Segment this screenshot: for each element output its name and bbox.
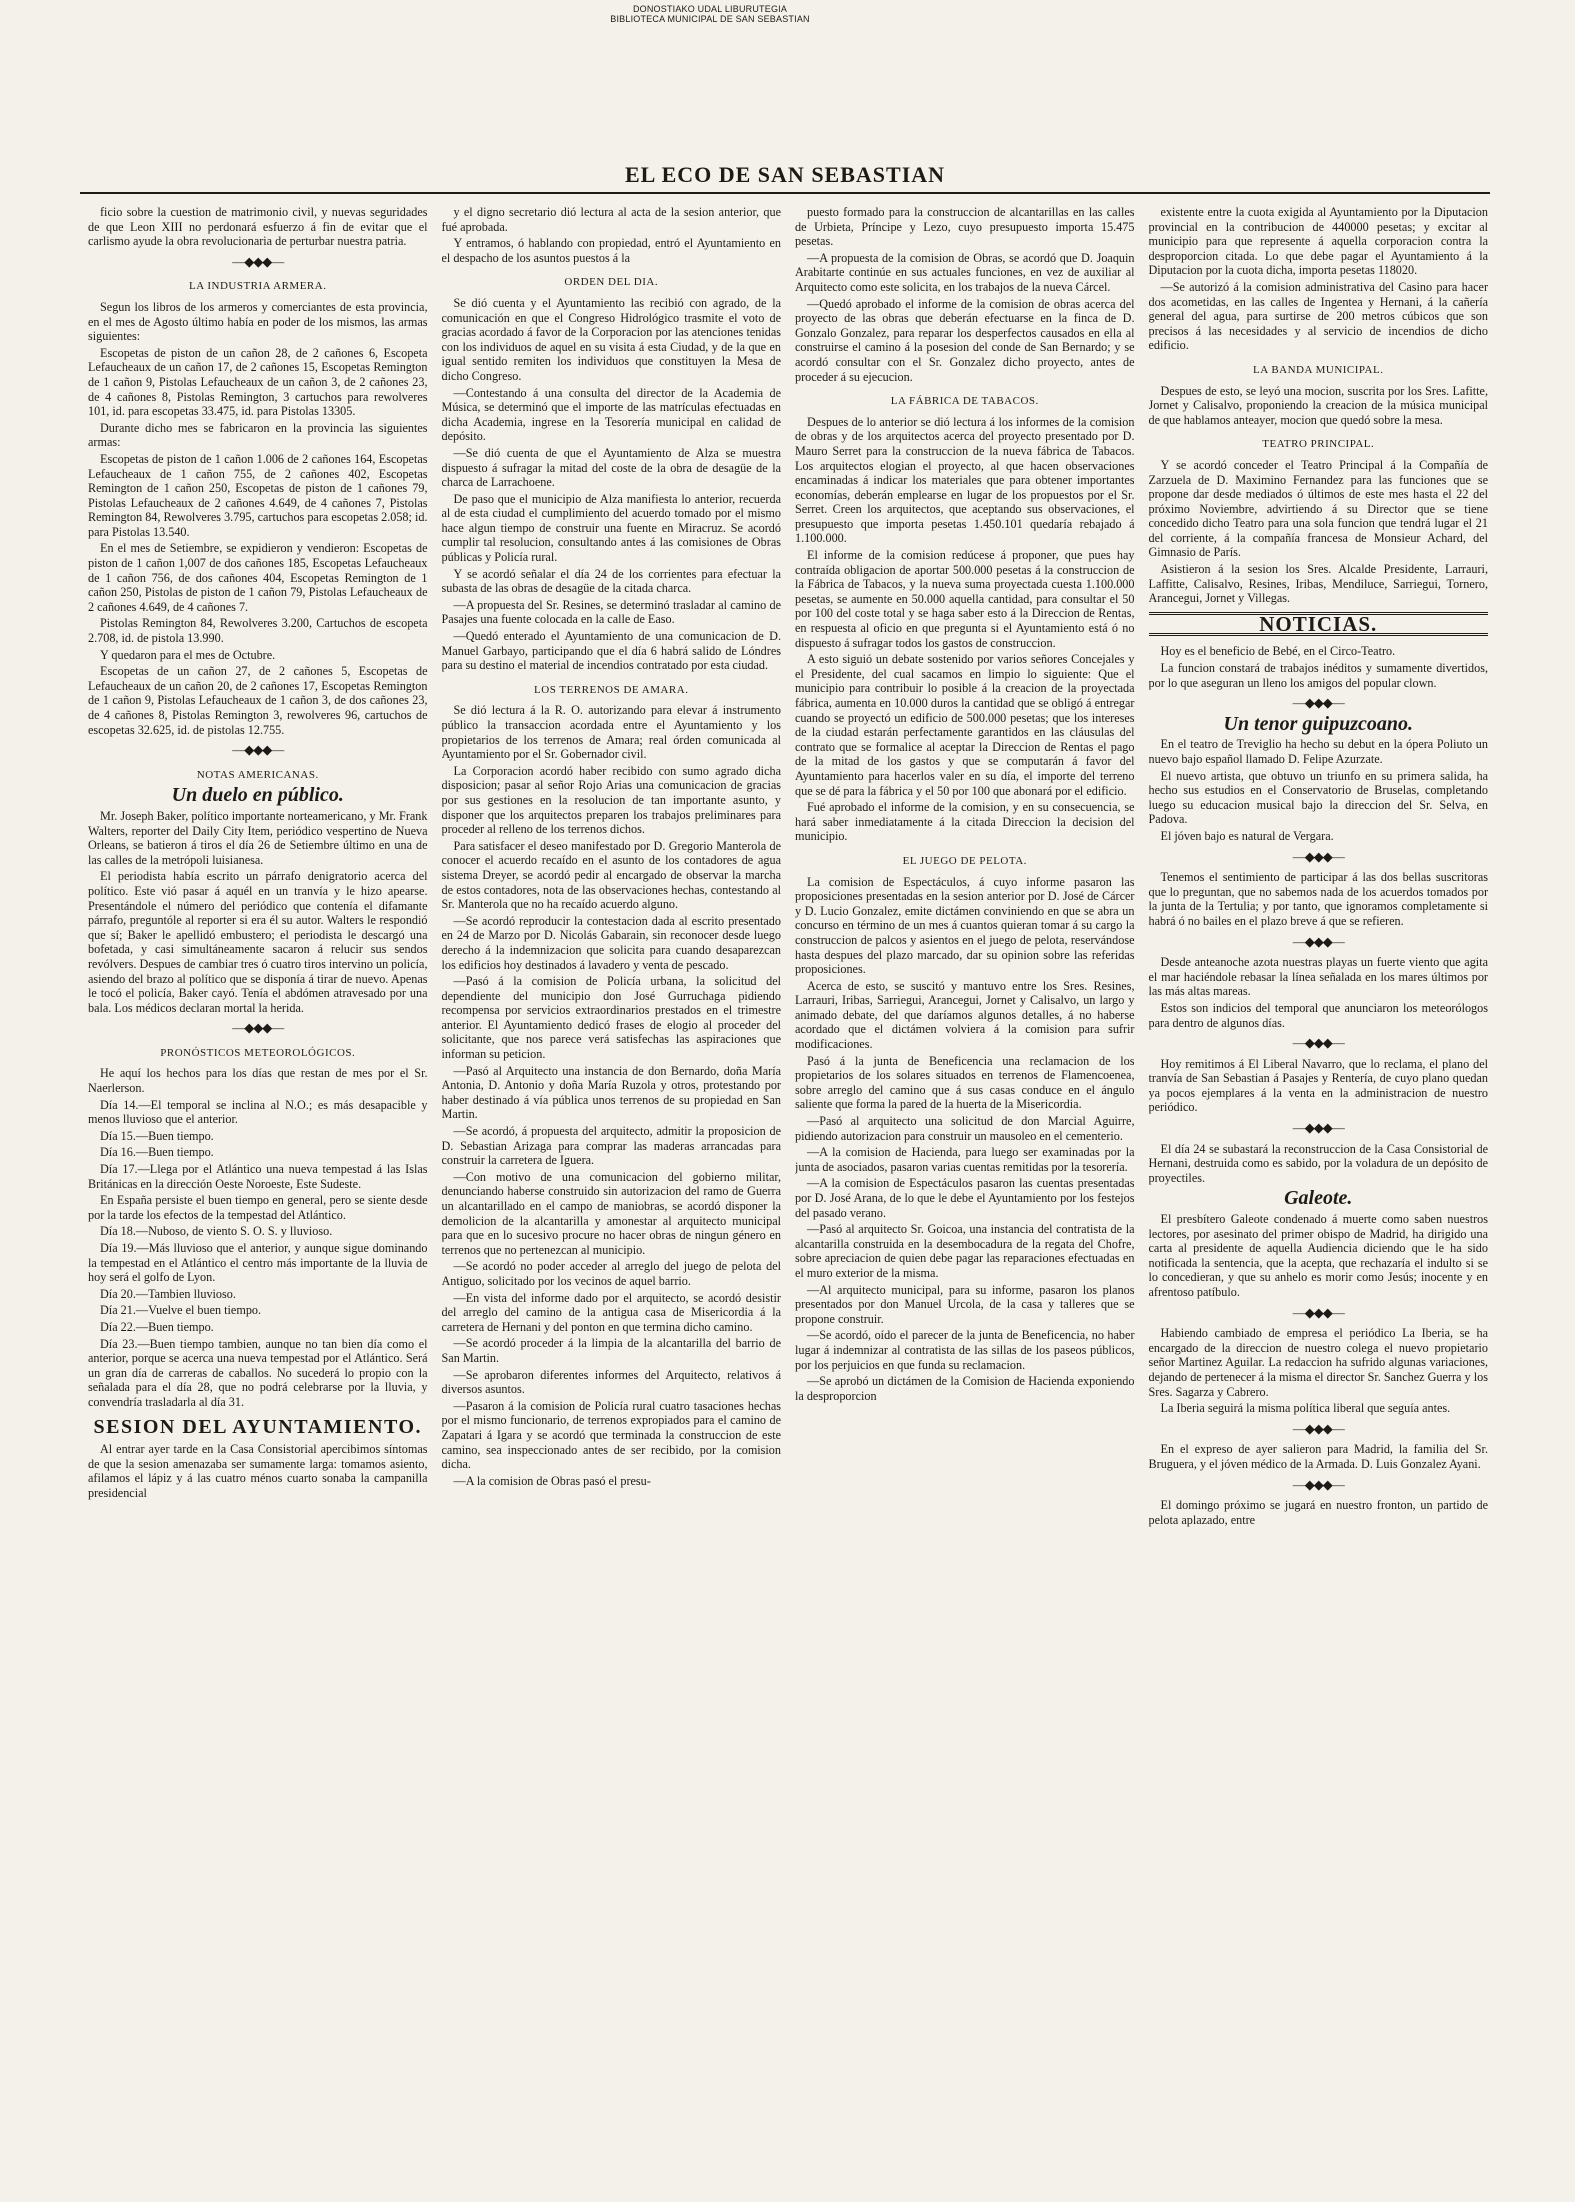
paragraph: —Se aprobaron diferentes informes del Arquitecto, relativos á diversos asuntos. xyxy=(441,1367,781,1397)
paragraph: La Iberia seguirá la misma política liberal que seguía antes. xyxy=(1160,1401,1451,1416)
paragraph: —Se aprobó un dictámen de la Comision de Hacienda exponiendo la desproporcion xyxy=(795,1374,1135,1403)
ornament-divider: —◆◆◆— xyxy=(1292,695,1344,711)
paragraph: Y entramos, ó hablando con propiedad, entró el Ayuntamiento en el despacho de los asuntos puestos á la xyxy=(441,236,781,265)
paragraph: Pistolas Remington 84, Rewolveres 3.200, Cartuchos de escopeta 2.708, id. de pistola 13.990. xyxy=(88,616,428,646)
archive-stamp-line2: BIBLIOTECA MUNICIPAL DE SAN SEBASTIAN xyxy=(610,14,810,24)
archive-stamp-line1: DONOSTIAKO UDAL LIBURUTEGIA xyxy=(632,4,788,14)
section-heading-pronosticos: PRONÓSTICOS METEOROLÓGICOS. xyxy=(160,1046,356,1059)
forecast-day: Día 15.—Buen tiempo. xyxy=(100,1128,214,1143)
section-heading-banda: LA BANDA MUNICIPAL. xyxy=(1253,363,1384,376)
paragraph: —Se dió cuenta de que el Ayuntamiento de Alza se muestra dispuesto á sufragar la mitad del coste de la obra de desagüe de la charca de Larrachoene. xyxy=(441,445,781,490)
paragraph: Acerca de esto, se suscitó y mantuvo entre los Sres. Resines, Larrauri, Iribas, Sarriegui, Arancegui, Jornet y Calisalvo, un largo y animado debate, del que daríamos algunos detalles, á no haberse acordado que el dictámen volviera á la comision para sufrir modificaciones. xyxy=(795,978,1135,1052)
paragraph: —A la comision de Hacienda, para luego ser examinadas por la junta de asociados, pasaron varias cuentas remitidas por la tesorería. xyxy=(795,1145,1135,1174)
paragraph: La Corporacion acordó haber recibido con sumo agrado dicha disposicion; pasar al señor Rojo Arias una comunicacion de gracias por sus gestiones en la resolucion de tan importante asunto, y disponer que los arquitectos preparen los trabajos preliminares para proceder al relleno de los terrenos dichos. xyxy=(441,763,781,837)
paragraph: El presbítero Galeote condenado á muerte como saben nuestros lectores, por asesinato del primer obispo de Madrid, ha dirigido una carta al presidente de aquella Audiencia diciendo que le ha sido notificada la sentencia, que la acepta, que rechazaría el indulto si se lo concedieran, y que su anhelo es morir como Jesús; inocente y en afrentoso patíbulo. xyxy=(1148,1212,1488,1299)
paragraph: —Se acordó, á propuesta del arquitecto, admitir la proposicion de D. Sebastian Arizaga para comprar las maderas arrancadas para construir la carretera de Iguera. xyxy=(441,1124,781,1168)
paragraph: Escopetas de piston de un cañon 28, de 2 cañones 6, Escopeta Lefaucheaux de un cañon 17, de 2 cañones 15, Escopetas Remington de 1 cañon 9, Pistolas Lefaucheaux de un cañon 3, de 2 cañones 23, de 4 cañones 8, Pistolas Remington, 3 cartuchos para rewolveres 101, id. para escopetas 33.475, id. para Pistolas 13305. xyxy=(88,345,428,419)
paragraph: —A propuesta de la comision de Obras, se acordó que D. Joaquin Arabitarte continúe en sus actuales funciones, en vez de auxiliar al Arquitecto como este solicita, en los trabajos de la nueva Cárcel. xyxy=(795,250,1135,294)
paragraph: existente entre la cuota exigida al Ayuntamiento por la Diputacion provincial en la contribucion de 440000 pesetas; y excitar al municipio para que represente á aquella corporacion contra la desproporcion citada. Lo que debe pagar el Ayuntamiento á la Diputacion por la cuota dicha, importa pesetas 118020. xyxy=(1148,205,1488,278)
forecast-day: Día 18.—Nuboso, de viento S. O. S. y lluvioso. xyxy=(100,1224,333,1239)
paragraph: El jóven bajo es natural de Vergara. xyxy=(1160,828,1334,843)
forecast-day: Día 22.—Buen tiempo. xyxy=(100,1319,214,1334)
section-heading-sesion: SESION DEL AYUNTAMIENTO. xyxy=(93,1415,422,1438)
paragraph: —Se acordó reproducir la contestacion dada al escrito presentado en 24 de Marzo por D. Nicolás Gabarain, sin reconocer desde luego derecho á la indemnizacion que solicita para cuando desaparezcan los edificios hoy destinados á lavadero y venta de pescado. xyxy=(441,913,781,972)
forecast-day: Día 23.—Buen tiempo tambien, aunque no tan bien día como el anterior, porque se acerca una nueva tempestad por el Atlántico. Será un gran día de carreras de caballos. No sucederá lo propio con la señalada para el día 28, que no podrá celebrarse por la lluvia, y convendría trasladarla al día 31. xyxy=(88,1336,428,1409)
paragraph: Escopetas de piston de 1 cañon 1.006 de 2 cañones 164, Escopetas Lefaucheaux de 1 cañon 755, de 2 cañones 402, Escopetas Remington de 1 cañon 250, Escopetas de piston de 1 cañones 79, Pistolas Lefaucheaux de 2 cañones 4.649, de 4 cañones 7, Pistolas Remington 84, Rewolveres 3.795, cartuchos para escopetas 2.058; id. para Pistolas 13.540. xyxy=(88,451,428,539)
paragraph: El nuevo artista, que obtuvo un triunfo en su primera salida, ha hecho sus estudios en el Conservatorio de Bruselas, completando luego su educacion musical bajo la direccion del Sr. Selva, en Padova. xyxy=(1148,768,1488,827)
archive-stamp xyxy=(500,4,920,24)
paragraph: Despues de lo anterior se dió lectura á los informes de la comision de obras y de los arquitectos acerca del proyecto presentado por D. Mauro Serret para la construccion de la nueva fábrica de Tabacos. Los arquitectos elogian el proyecto, al que hacen observaciones encaminadas á indicar los materiales que para obtener importantes economías, deberán emplearse en lugar de los propuestos por el Sr. Serret. Creen los arquitectos, que aceptando sus observaciones, el presupuesto que importa pesetas 1.450.101 quedaría rebajado á 1.100.000. xyxy=(795,414,1135,546)
paragraph: puesto formado para la construccion de alcantarillas en las calles de Urbieta, Príncipe y Lezo, cuyo presupuesto importa 15.475 pesetas. xyxy=(795,205,1135,249)
paragraph: En el mes de Setiembre, se expidieron y vendieron: Escopetas de piston de 1 cañon 1,007 de dos cañones 185, Escopetas Lefaucheaux de 1 cañon 756, de dos cañones 404, Escopetas Remington de 1 cañon 250, Pistolas de piston de 1 cañon 79, Pistolas Lefaucheaux de 2 cañones 4.649, de 4 cañones 7. xyxy=(88,541,428,614)
section-heading-noticias: NOTICIAS. xyxy=(1149,612,1489,637)
ornament-divider: —◆◆◆— xyxy=(1292,1035,1344,1051)
ornament-divider: —◆◆◆— xyxy=(232,742,284,758)
paragraph: Tenemos el sentimiento de participar á las dos bellas suscritoras que lo preguntan, que no sabemos nada de los acuerdos tomados por la junta de la Tertulia; y por tanto, que ignoramos completamente si habrá ó no bailes en el plazo breve á que se refieren. xyxy=(1148,870,1488,928)
paragraph: La funcion constará de trabajos inéditos y sumamente divertidos, por lo que aseguran un lleno los amigos del popular clown. xyxy=(1148,661,1488,690)
paragraph: Se dió cuenta y el Ayuntamiento las recibió con agrado, de la comunicación en que el Congreso Hidrológico trasmite el voto de gracias acordado á favor de la Corporacion por las atenciones tenidas con los individuos de aquel en su visita á esta Ciudad, y de la que en igual sentido remiten los individuos que constituyen la Mesa de dicho Congreso. xyxy=(441,295,781,383)
paragraph: Al entrar ayer tarde en la Casa Consistorial apercibimos síntomas de que la sesion amenazaba ser sumamente larga: tomamos asiento, afilamos el lápiz y á las cuatro ménos cuarto sonaba la campanilla presidencial xyxy=(88,1442,428,1500)
ornament-divider: —◆◆◆— xyxy=(1292,848,1344,864)
ornament-divider: —◆◆◆— xyxy=(1292,1420,1344,1436)
paragraph: Escopetas de un cañon 27, de 2 cañones 5, Escopetas de Lefaucheaux de un cañon 20, de 2 cañones 17, Escopetas Remington de 1 cañon 9, Pistolas Lefaucheaux de 1 cañon 3, de dos cañones 23, de 4 cañones 8, Pistolas Remington 3, rewolveres 96, cartuchos de escopetas 32.625, id. de pistolas 12.755. xyxy=(88,664,428,737)
paragraph: —Pasó al arquitecto una solicitud de don Marcial Aguirre, pidiendo autorizacion para construir un mausoleo en el cementerio. xyxy=(795,1114,1135,1143)
section-heading-pelota: EL JUEGO DE PELOTA. xyxy=(902,854,1027,867)
paragraph: Para satisfacer el deseo manifestado por D. Gregorio Manterola de conocer el acuerdo recaído en el asunto de los contadores de agua sistema Dreyer, se acordó pedir al encargado de observar la marcha de estos contadores, nota de las observaciones hechas, contestando al Sr. Manterola que no ha recaído acuerdo alguno. xyxy=(441,838,781,912)
section-heading-terrenos: LOS TERRENOS DE AMARA. xyxy=(534,683,689,696)
ornament-divider: —◆◆◆— xyxy=(1292,1304,1344,1320)
paragraph: Habiendo cambiado de empresa el periódico La Iberia, se ha encargado de la direccion de nuestro colega el nuevo propietario señor Martinez Aguilar. La redaccion ha sufrido algunas variaciones, dejando de pertenecer á la misma el director Sr. Sanchez Guerra y los Sres. Sagarza y Cabrero. xyxy=(1148,1326,1488,1399)
paragraph: La comision de Espectáculos, á cuyo informe pasaron las proposiciones presentadas en la sesion anterior por D. José de Cárcer y D. Lucio Gonzalez, emite dictámen conviniendo en que se abra un concurso en término de un mes á cuantos quieran tomar á su cargo la construccion de palcos y asientos en el juego de pelota, reservándose hasta despues del plazo marcado, dar su opinion sobre las referidas proposiciones. xyxy=(795,874,1135,977)
paragraph: —Con motivo de una comunicacion del gobierno militar, denunciando haberse construido sin autorizacion del ramo de Guerra un alcantarillado en el campo de maniobras, se acordó disponer la demolicion de la alcantarilla y amonestar al arquitecto municipal para que en lo sucesivo procure no hacer obras de ningun género en terrenos que no pertenezcan al municipio. xyxy=(441,1169,781,1257)
column-2 xyxy=(442,205,782,2185)
paragraph: Hoy es el beneficio de Bebé, en el Circo-Teatro. xyxy=(1160,644,1396,659)
article-title-tenor: Un tenor guipuzcoano. xyxy=(1223,712,1413,735)
paragraph: En el teatro de Treviglio ha hecho su debut en la ópera Poliuto un nuevo bajo español llamado D. Felipe Azurzate. xyxy=(1148,737,1488,766)
paragraph: —A propuesta del Sr. Resines, se determinó trasladar al camino de Pasajes una fuente colocada en la calle de Easo. xyxy=(441,597,781,627)
paragraph: Y quedaron para el mes de Octubre. xyxy=(100,647,276,662)
paragraph: —Pasó al arquitecto Sr. Goicoa, una instancia del contratista de la alcantarilla construida en la desembocadura de la regata del Chofre, sobre apreciacion de quien debe pagar las reparaciones efectuadas en el muro exterior de la misma. xyxy=(795,1222,1135,1280)
paragraph: —Se acordó, oído el parecer de la junta de Beneficencia, no haber lugar á indemnizar al contratista de las sillas de los paseos públicos, por los perjuicios en que funda su reclamacion. xyxy=(795,1328,1135,1372)
forecast-day: Día 17.—Llega por el Atlántico una nueva tempestad á las Islas Británicas en la dirección Oeste Noroeste, Este Sudeste. xyxy=(88,1162,428,1191)
ornament-divider: —◆◆◆— xyxy=(1292,1120,1344,1136)
paragraph: El domingo próximo se jugará en nuestro fronton, un partido de pelota aplazado, entre xyxy=(1148,1498,1488,1527)
forecast-day: Día 19.—Más lluvioso que el anterior, y aunque sigue dominando la tempestad en el Atlántico el centro más importante de la lluvia de hoy será el golfo de Lyon. xyxy=(88,1241,428,1285)
ornament-divider: —◆◆◆— xyxy=(1292,933,1344,949)
column-3 xyxy=(795,205,1135,2185)
paragraph: —Se acordó no poder acceder al arreglo del juego de pelota del Antiguo, solicitado por los vecinos de aquel barrio. xyxy=(441,1259,781,1288)
paragraph: Pasó á la junta de Beneficencia una reclamacion de los propietarios de los solares situados en terrenos de Flamencoenea, sobre arreglo del camino que á sus casas conduce en el ángulo saliente que forma la pared de la huerta de la Misericordia. xyxy=(795,1053,1135,1112)
forecast-day: Día 16.—Buen tiempo. xyxy=(100,1145,214,1160)
paragraph: Mr. Joseph Baker, político importante norteamericano, y Mr. Frank Walters, reporter del Daily City Item, periódico vespertino de Nueva Orleans, se batieron á tiros el día 26 de Setiembre último en una de las calles de la metrópoli luisianesa. xyxy=(88,808,428,867)
section-heading-notas: NOTAS AMERICANAS. xyxy=(196,768,319,781)
paragraph: He aquí los hechos para los días que restan de mes por el Sr. Naerlerson. xyxy=(88,1066,428,1096)
paragraph: —Se acordó proceder á la limpia de la alcantarilla del barrio de San Martin. xyxy=(441,1336,781,1365)
section-heading-industria: LA INDUSTRIA ARMERA. xyxy=(189,280,327,293)
article-columns xyxy=(88,205,1488,2185)
paragraph: —Al arquitecto municipal, para su informe, pasaron los planos presentados por don Manuel Urcola, de la casa y talleres que se propone construir. xyxy=(795,1282,1135,1326)
column-4 xyxy=(1149,205,1489,2185)
paragraph: Hoy remitimos á El Liberal Navarro, que lo reclama, el plano del tranvía de San Sebastian á Pasajes y Rentería, de cuyo plano quedan ya pocos ejemplares á la venta en la administracion de nuestro periódico. xyxy=(1148,1056,1488,1115)
paragraph: Segun los libros de los armeros y comerciantes de esta provincia, en el mes de Agosto último había en poder de los mismos, las armas siguientes: xyxy=(88,299,428,344)
paragraph: y el digno secretario dió lectura al acta de la sesion anterior, que fué aprobada. xyxy=(441,205,781,234)
section-heading-fabrica: LA FÁBRICA DE TABACOS. xyxy=(890,395,1039,408)
paragraph: Asistieron á la sesion los Sres. Alcalde Presidente, Larrauri, Laffitte, Calisalvo, Resines, Iribas, Mendiluce, Sarriegui, Tornero, Arancegui, Jornet y Villegas. xyxy=(1148,562,1488,606)
paragraph: El periodista había escrito un párrafo denigratorio acerca del político. Este vió pasar á aquél en un tranvía y le hizo apearse. Presentándole el número del periódico que contenía el difamante párrafo, preguntóle al reporter si era él su autor. Walters le respondió que sí; Baker le apellidó embustero; el periodista le descargó una bofetada, y casi simultáneamente sacaron á relucir sus sendos revólvers. Despues de cambiar tres ó cuatro tiros intervino un policía, asiendo del brazo al político que se disponía á tirar de nuevo. Apenas le tocó el policía, Baker cayó. Tenía el abdómen atravesado por una bala. Los médicos declaran mortal la herida. xyxy=(88,869,428,1015)
paragraph: —Se autorizó á la comision administrativa del Casino para hacer dos acometidas, en las calles de Ingentea y Hernani, á la cañería general del agua, para surtirse de 200 metros cúbicos que son precisos á las necesidades y al servicio de incendios de dicho edificio. xyxy=(1148,279,1488,353)
paragraph: —Quedó aprobado el informe de la comision de obras acerca del proyecto de las obras que deberán efectuarse en la finca de D. Gonzalo Gonzalez, para reparar los desperfectos causados en ella al construirse el camino á la posesion del conde de San Bernardo; y se acordó consultar con el Sr. Gonzalez dicho proyecto, antes de proceder á su ejecucion. xyxy=(795,296,1135,384)
ornament-divider: —◆◆◆— xyxy=(232,253,284,269)
article-title-galeote: Galeote. xyxy=(1284,1187,1353,1210)
paragraph: En el expreso de ayer salieron para Madrid, la familia del Sr. Bruguera, y el jóven médico de la Armada. D. Luis Gonzalez Ayani. xyxy=(1148,1442,1488,1471)
masthead-title: EL ECO DE SAN SEBASTIAN xyxy=(624,162,946,187)
paragraph: —En vista del informe dado por el arquitecto, se acordó desistir del arreglo del camino de la antigua casa de Misericordia á la carretera de Hernani y del ponton en que termina dicho camino. xyxy=(441,1290,781,1334)
paragraph: Desde anteanoche azota nuestras playas un fuerte viento que agita el mar haciéndole rebasar la línea señalada en los mares últimos por las más altas mareas. xyxy=(1148,955,1488,999)
paragraph: De paso que el municipio de Alza manifiesta lo anterior, recuerda al de esta ciudad el cumplimiento del acuerdo tomado por el mismo hace algun tiempo de construir una fuente en Miracruz. Se acordó cumplir tal resolucion, consultando antes á las comisiones de Obras públicas y Policía rural. xyxy=(441,491,781,565)
ornament-divider: —◆◆◆— xyxy=(1292,1476,1344,1492)
paragraph: Se dió lectura á la R. O. autorizando para elevar á instrumento público la transaccion acordada entre el Ayuntamiento y los propietarios de los terrenos de Amara; real órden comunicada al Ayuntamiento por el Sr. Gobernador civil. xyxy=(441,703,781,762)
column-1 xyxy=(88,205,428,2185)
forecast-day: En España persiste el buen tiempo en general, pero se siente desde por la tarde los efectos de la tempestad del Atlántico. xyxy=(88,1193,428,1222)
paragraph: Despues de esto, se leyó una mocion, suscrita por los Sres. Lafitte, Jornet y Calisalvo, proponiendo la creacion de la música municipal de que hablamos anteayer, mocion que quedó sobre la mesa. xyxy=(1148,383,1488,427)
ornament-divider: —◆◆◆— xyxy=(232,1020,284,1036)
paragraph: ficio sobre la cuestion de matrimonio civil, y nuevas seguridades de que Leon XIII no perdonará esfuerzo á fin de evitar que el carlismo ayude la obra revolucionaria de perturbar nuestra patria. xyxy=(88,205,428,249)
paragraph: —Pasaron á la comision de Policía rural cuatro tasaciones hechas por el mismo funcionario, de terrenos expropiados para el camino de Zapatari á Igara y se acordó que terminada la construccion de este camino, sea inspeccionado antes de ser recibido, por la comision dicha. xyxy=(441,1398,781,1472)
paragraph: Y se acordó señalar el día 24 de los corrientes para efectuar la subasta de las obras de desagüe de la citada charca. xyxy=(441,566,781,596)
paragraph: A esto siguió un debate sostenido por varios señores Concejales y el Presidente, del cual sacamos en limpio lo siguiente: Que el municipio para contribuir lo posible á la creacion de la proyectada fábrica, aumenta en 10.000 duros la cantidad que se obligó á entregar cuando se proyectó un edificio de 500.000 pesetas; que los intereses de la ciudad estarán perfectamente garantidos en las cláusulas del contrato que se formalice al aceptar la Direccion de Rentas el pago de la mitad de los gastos y que se computarán á favor del Ayuntamiento para hacerlos valer en su día, el importe del terreno que se dé para la fábrica y el 50 por 100 que abonará por el edificio. xyxy=(795,652,1135,798)
paragraph: Fué aprobado el informe de la comision, y en su consecuencia, se hará saber inmediatamente á la citada Direccion la decision del municipio. xyxy=(795,800,1135,844)
paragraph: —A la comision de Obras pasó el presu- xyxy=(453,1473,651,1488)
article-title-duelo: Un duelo en público. xyxy=(171,784,344,807)
paragraph: —Quedó enterado el Ayuntamiento de una comunicacion de D. Manuel Garbayo, participando que el día 6 habrá salido de Lóndres para su destino el material de incendios contratado por esta ciudad. xyxy=(441,629,781,673)
paragraph: El día 24 se subastará la reconstruccion de la Casa Consistorial de Hernani, destruida como es sabido, por la voladura de un depósito de proyectiles. xyxy=(1148,1141,1488,1185)
paragraph: El informe de la comision redúcese á proponer, que pues hay contraída obligacion de aportar 500.000 pesetas á la construccion de la Fábrica de Tabacos, y la nueva suma proyectada cuesta 1.100.000 pesetas, se aumente en 50.000 aquella cantidad, para consultar el 50 por 100 del coste total y se haga saber esto á la Direccion de Rentas, en respuesta al oficio en que pregunta si el Ayuntamiento está ó no dispuesto á sufragar todos los gastos de construccion. xyxy=(795,548,1135,650)
page-header xyxy=(80,160,1490,194)
paragraph: Y se acordó conceder el Teatro Principal á la Compañía de Zarzuela de D. Maximino Fernandez para las funciones que se propone dar desde mediados ó últimos de este mes hasta el 22 del próximo Noviembre, advirtiendo á su Director que se tiene concedido dicho Teatro para una sola funcion que tendrá lugar el 21 del corriente, á la compañía francesa de Monsieur Achard, del Gimnasio de París. xyxy=(1148,457,1488,560)
forecast-day: Día 14.—El temporal se inclina al N.O.; es más desapacible y menos lluvioso que el anterior. xyxy=(88,1097,428,1127)
forecast-day: Día 20.—Tambien lluvioso. xyxy=(100,1286,236,1301)
forecast-day: Día 21.—Vuelve el buen tiempo. xyxy=(100,1303,262,1318)
paragraph: —Pasó al Arquitecto una instancia de don Bernardo, doña María Antonia, D. Antonio y doña María Ruzola y otros, protestando por haber destinado á vía pública unos terrenos de su propiedad en San Martin. xyxy=(441,1063,781,1122)
section-heading-teatro: TEATRO PRINCIPAL. xyxy=(1262,438,1375,451)
paragraph: —Contestando á una consulta del director de la Academia de Música, se determinó que el importe de las matrículas efectuadas en dicha Academia, ingrese en la Tesorería municipal en calidad de depósito. xyxy=(441,385,781,444)
paragraph: —A la comision de Espectáculos pasaron las cuentas presentadas por D. José Arana, de lo que le debe el Ayuntamiento por los festejos del pasado verano. xyxy=(795,1176,1135,1220)
section-heading-orden: ORDEN DEL DIA. xyxy=(564,276,659,289)
paragraph: Durante dicho mes se fabricaron en la provincia las siguientes armas: xyxy=(88,420,428,450)
paragraph: —Pasó á la comision de Policía urbana, la solicitud del dependiente del municipio don José Gurruchaga pidiendo recompensa por servicios extraordinarios prestados en el trimestre anterior. El Ayuntamiento dedicó frases de elogio al proceder del solicitante, que nos parece verá satisfechas las aspiraciones que informan su peticion. xyxy=(441,974,781,1062)
paragraph: Estos son indicios del temporal que anunciaron los meteorólogos para dentro de algunos días. xyxy=(1148,1000,1488,1030)
